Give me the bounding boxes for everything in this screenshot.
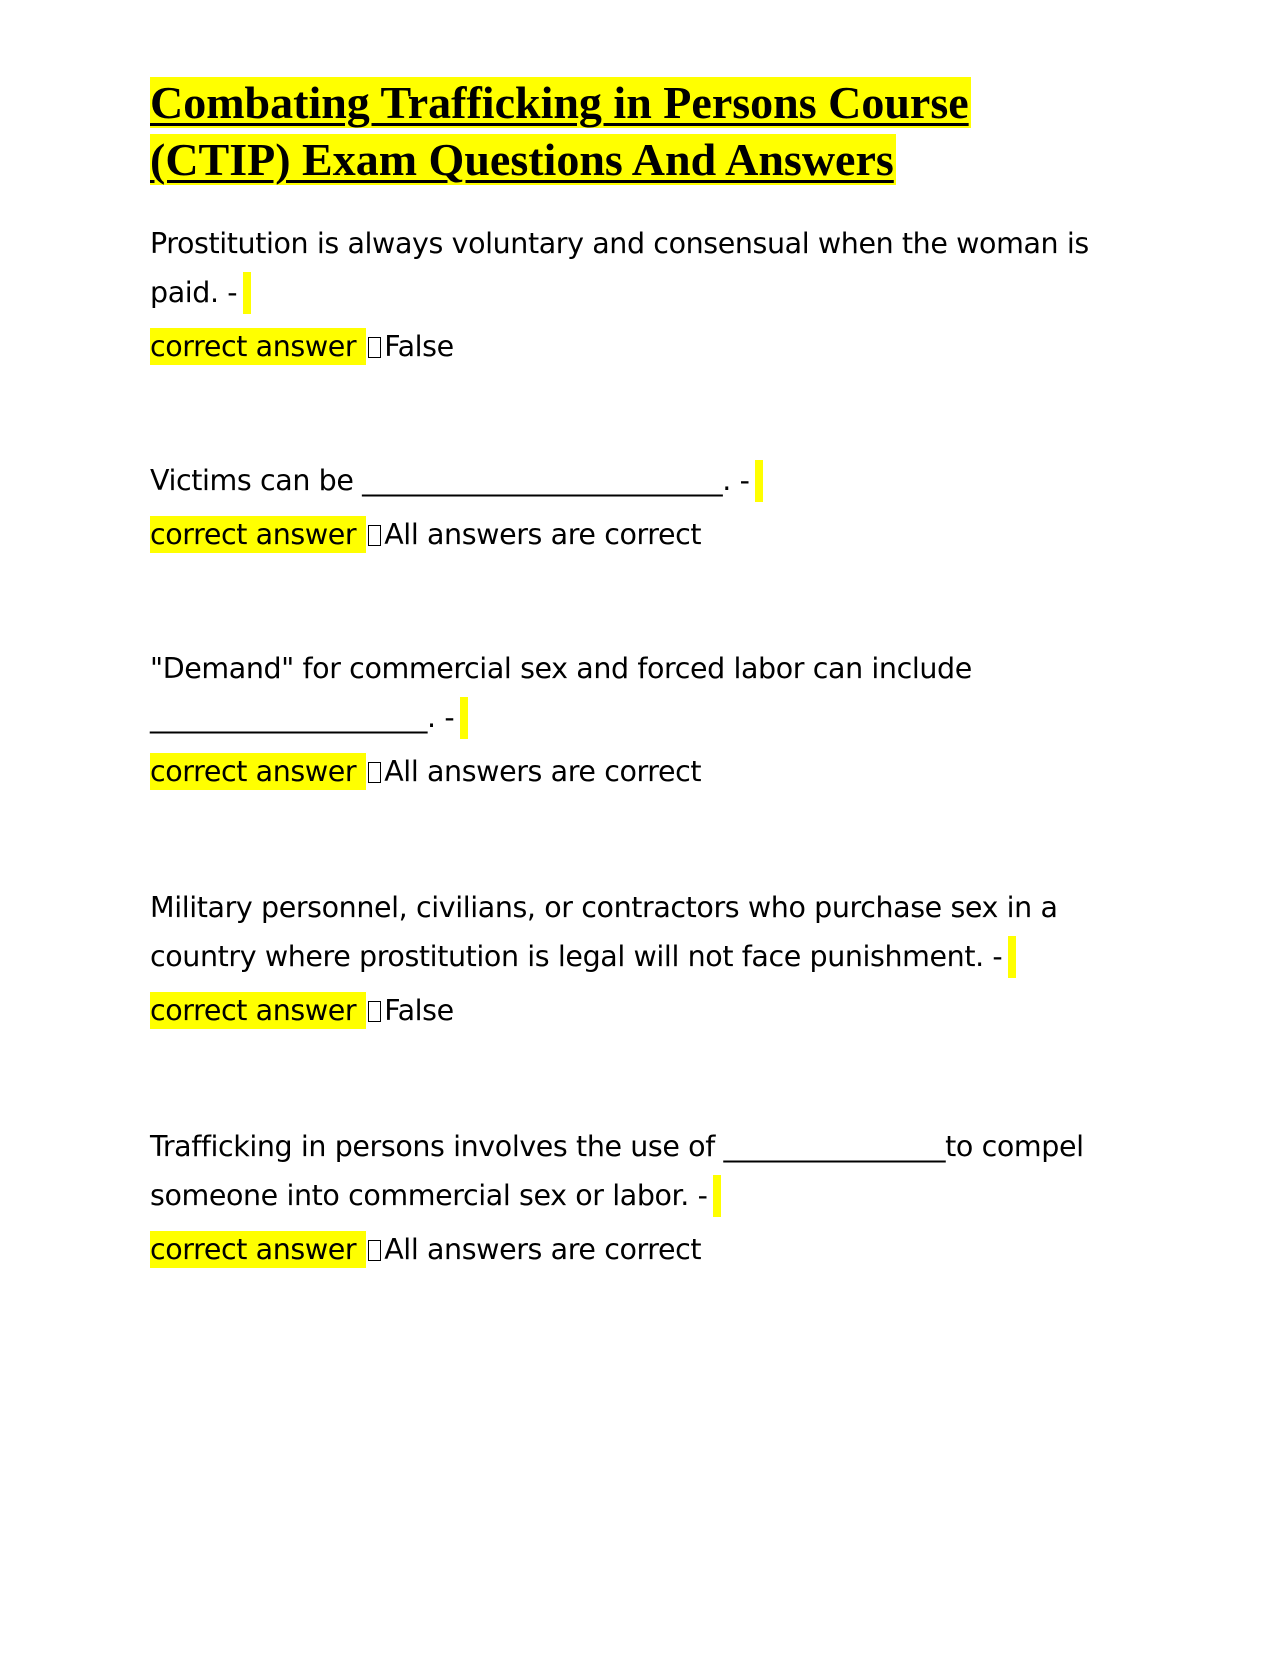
answer-label: correct answer xyxy=(150,992,366,1029)
answer-text: All answers are correct xyxy=(384,1233,702,1266)
answer-label: correct answer xyxy=(150,753,366,790)
question-text xyxy=(150,456,1140,505)
highlight-marker xyxy=(713,1175,721,1217)
question-3: "Demand" for commercial sex and forced labor can include ____________________. - xyxy=(150,652,981,734)
answer-label: correct answer xyxy=(150,1231,366,1268)
answer-line xyxy=(150,747,1140,796)
title-line-2: (CTIP) Exam Questions And Answers xyxy=(150,134,894,185)
answer-line xyxy=(150,986,1140,1035)
qa-item xyxy=(150,219,1140,371)
highlight-marker xyxy=(243,272,251,314)
answer-glyph-icon xyxy=(368,1001,381,1022)
question-5: Trafficking in persons involves the use of ________________to compel someone into commercial sex or labor. - xyxy=(150,1130,1093,1212)
question-2: Victims can be __________________________. - xyxy=(150,464,750,497)
answer-label: correct answer xyxy=(150,516,366,553)
answer-line xyxy=(150,322,1140,371)
answer-line xyxy=(150,510,1140,559)
title-line-1: Combating Trafficking in Persons Course xyxy=(150,77,969,128)
answer-text: All answers are correct xyxy=(384,755,702,788)
question-text xyxy=(150,883,1140,981)
question-1: Prostitution is always voluntary and consensual when the woman is paid. - xyxy=(150,227,1098,309)
highlight-marker xyxy=(755,460,763,502)
question-text xyxy=(150,1122,1140,1220)
question-text xyxy=(150,644,1140,742)
answer-text: False xyxy=(384,330,454,363)
highlight-marker xyxy=(1008,936,1016,978)
answer-glyph-icon xyxy=(368,762,381,783)
question-text xyxy=(150,219,1140,317)
answer-glyph-icon xyxy=(368,525,381,546)
answer-line xyxy=(150,1225,1140,1274)
document-title xyxy=(150,74,1150,188)
qa-item xyxy=(150,883,1140,1035)
answer-glyph-icon xyxy=(368,337,381,358)
question-4: Military personnel, civilians, or contractors who purchase sex in a country where prostitution is legal will not face punishment. - xyxy=(150,891,1067,973)
answer-text: All answers are correct xyxy=(384,518,702,551)
qa-item xyxy=(150,456,1140,559)
answer-text: False xyxy=(384,994,454,1027)
qa-item xyxy=(150,1122,1140,1274)
qa-item xyxy=(150,644,1140,796)
answer-label: correct answer xyxy=(150,328,366,365)
answer-glyph-icon xyxy=(368,1240,381,1261)
highlight-marker xyxy=(460,697,468,739)
